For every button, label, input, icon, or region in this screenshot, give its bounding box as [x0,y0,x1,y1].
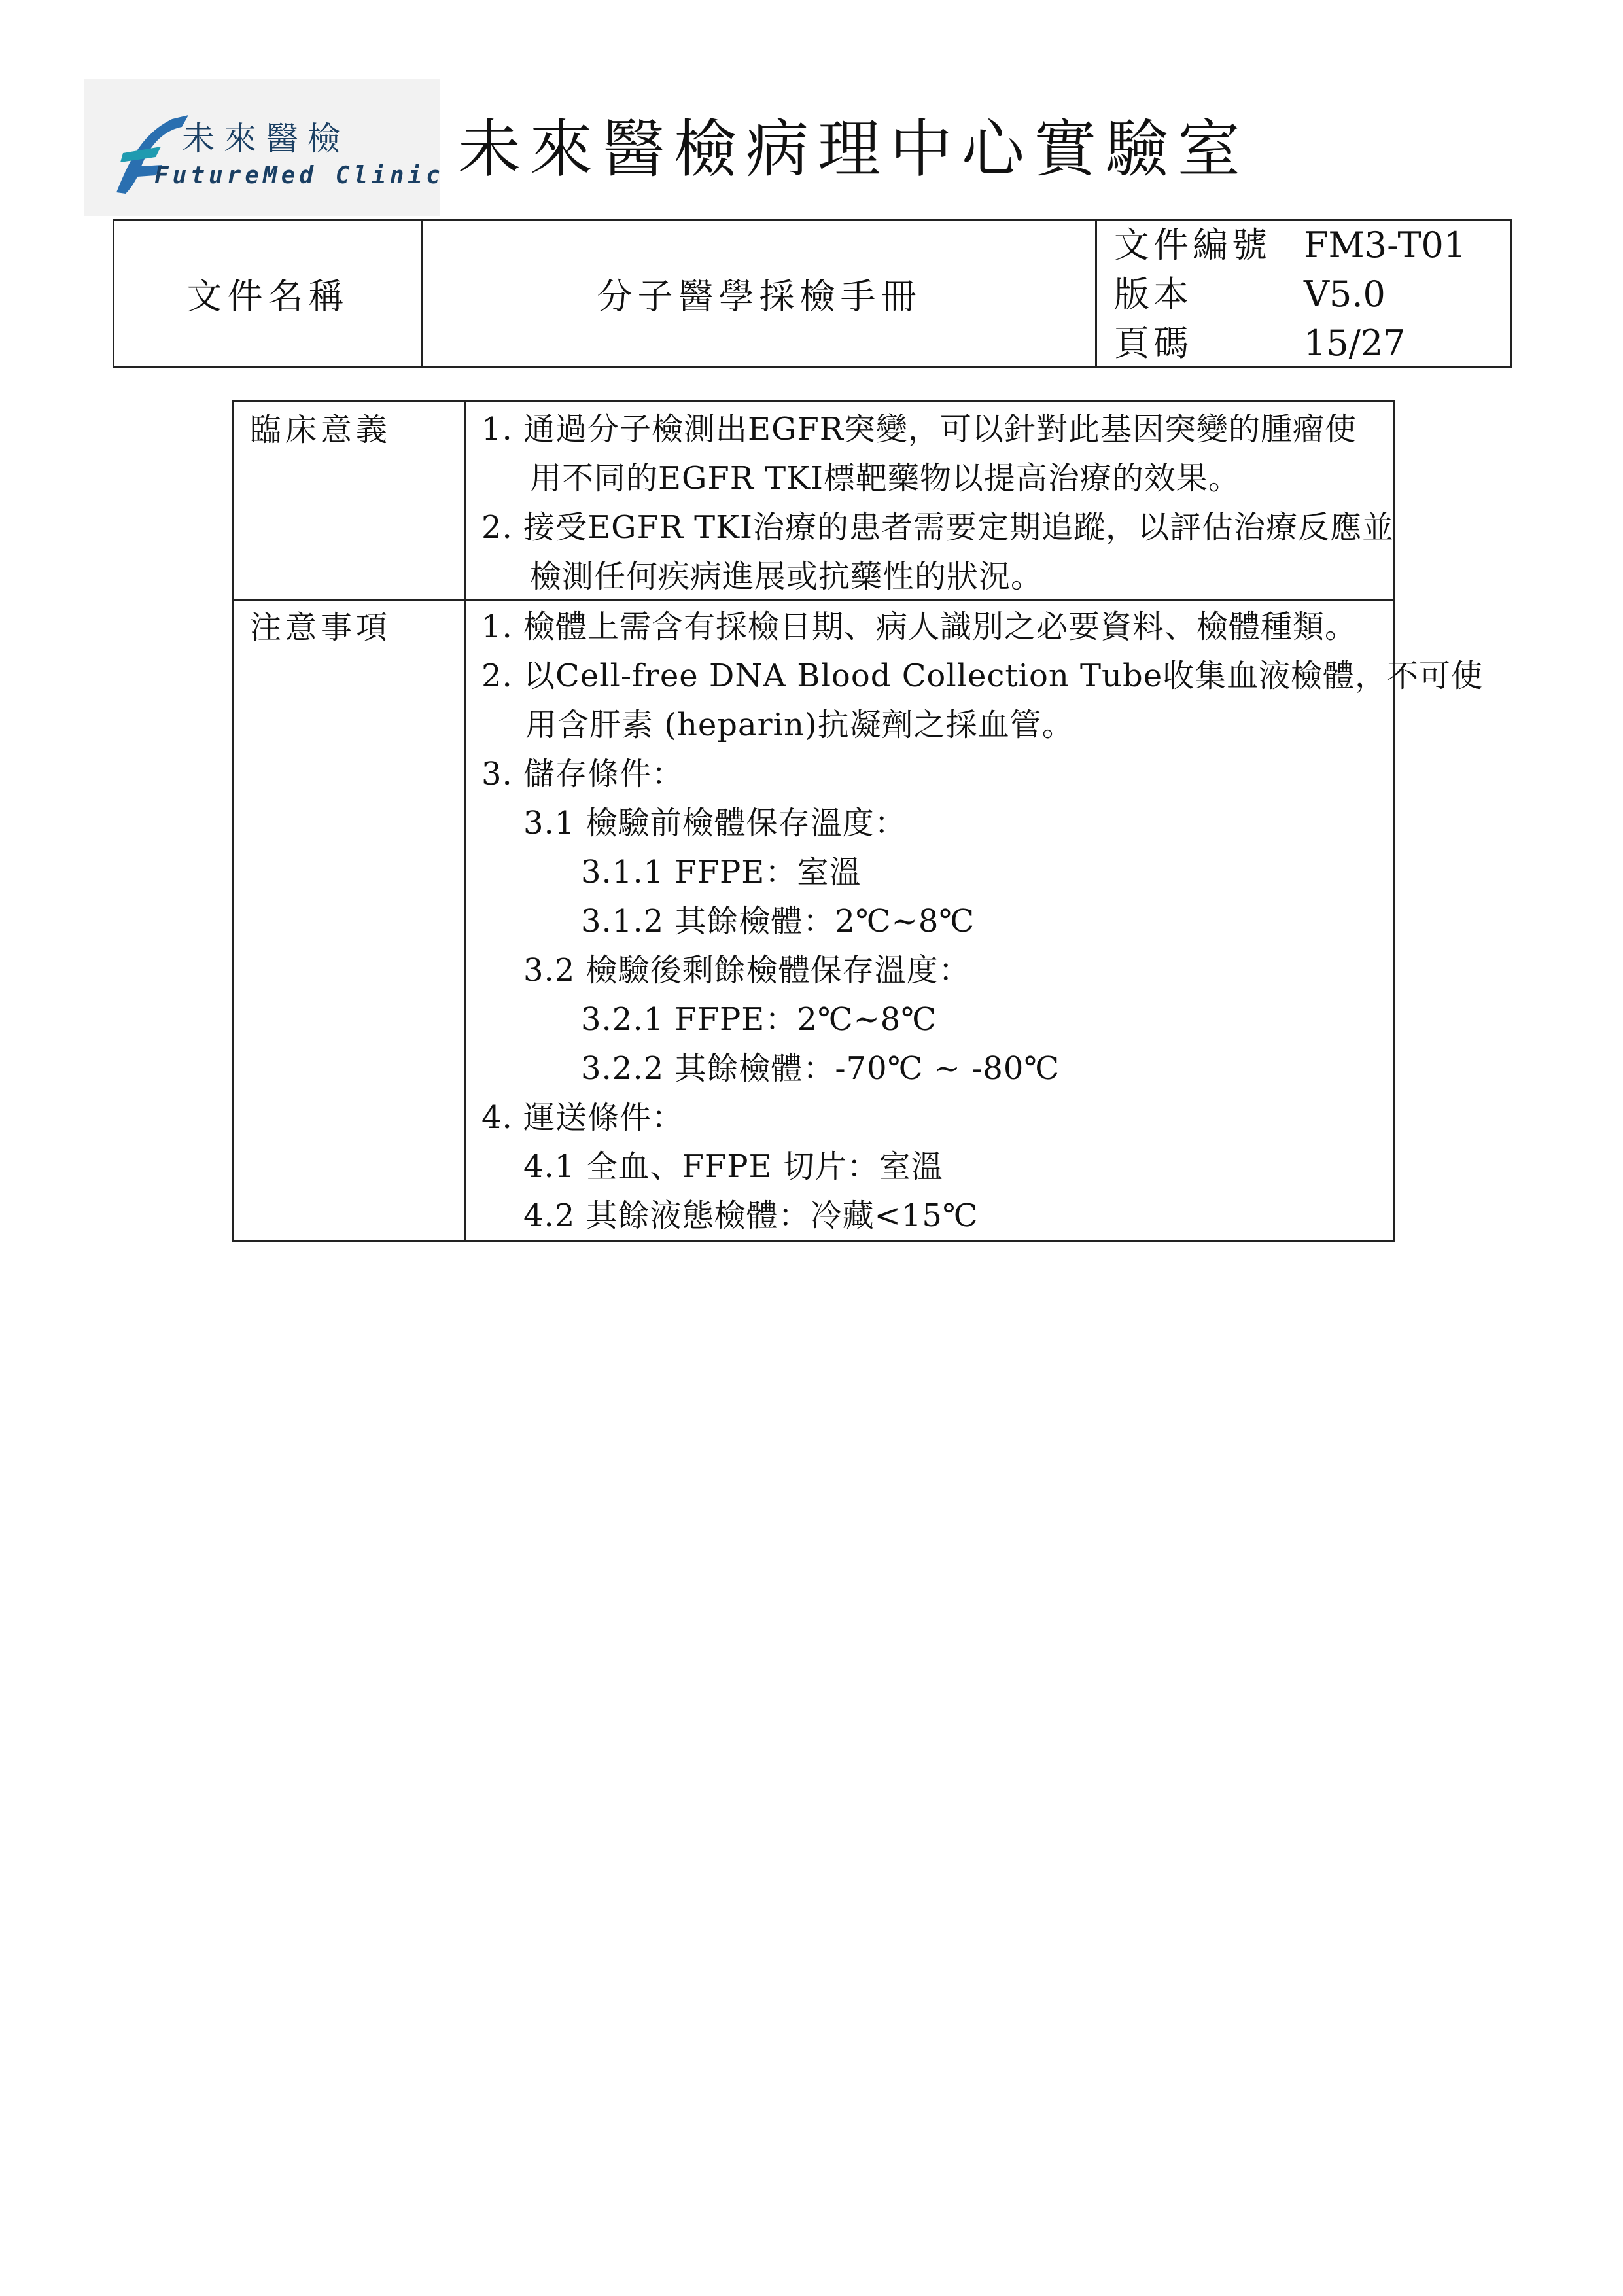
precaution-line: 4.2 其餘液態檢體：冷藏<15℃ [523,1197,979,1234]
document-meta-cell [1097,221,1510,366]
precaution-line: 3.1.1 FFPE：室溫 [581,854,862,891]
precaution-line: 3.2.2 其餘檢體：-70℃ ~ -80℃ [581,1050,1060,1087]
version-row [1114,274,1386,315]
version-label: 版本 [1114,274,1193,315]
page-number-row [1114,323,1406,364]
clinical-line: 檢測任何疾病進展或抗藥性的狀況。 [530,558,1043,595]
clinical-line: 用不同的EGFR TKI標靶藥物以提高治療的效果。 [530,460,1240,497]
document-name-value-cell [423,221,1097,366]
document-name-label: 文件名稱 [186,275,349,317]
clinical-line: 1. 通過分子檢測出EGFR突變，可以針對此基因突變的腫瘤使 [481,411,1357,448]
document-number-row [1114,224,1467,266]
column-divider [464,402,466,1240]
precaution-line: 3.1 檢驗前檢體保存溫度： [523,805,907,841]
precaution-line: 3.2 檢驗後剩餘檢體保存溫度： [523,952,971,989]
version-value: V5.0 [1304,274,1386,315]
precaution-line: 1. 檢體上需含有採檢日期、病人識別之必要資料、檢體種類。 [481,609,1357,645]
precaution-line: 3. 儲存條件： [481,756,684,792]
row-divider [234,599,1393,601]
logo-english-name: FutureMed Clinic [154,162,444,189]
clinical-line: 2. 接受EGFR TKI治療的患者需要定期追蹤，以評估治療反應並 [481,509,1394,546]
precaution-line: 用含肝素 (heparin)抗凝劑之採血管。 [525,707,1074,743]
organization-title: 未來醫檢病理中心實驗室 [458,113,1249,186]
document-number-value: FM3-T01 [1304,224,1467,266]
page-number-value: 15/27 [1304,323,1406,364]
precaution-line: 2. 以Cell-free DNA Blood Collection Tube收集血液檢體，不可使 [481,658,1484,694]
clinical-significance-label: 臨床意義 [250,412,392,448]
precaution-line: 4. 運送條件： [481,1099,684,1136]
logo-chinese-name: 未來醫檢 [182,120,349,158]
page-number-label: 頁碼 [1114,323,1193,364]
document-name-value: 分子醫學採檢手冊 [597,275,922,317]
document-name-label-cell [114,221,423,366]
document-number-label: 文件編號 [1114,224,1271,266]
document-info-table [113,219,1512,368]
specimen-info-table [232,400,1484,1242]
logo [84,79,444,216]
precaution-line: 3.2.1 FFPE：2℃~8℃ [581,1001,937,1038]
precaution-line: 4.1 全血、FFPE 切片：室溫 [523,1148,943,1185]
precaution-line: 3.1.2 其餘檢體：2℃~8℃ [581,903,975,940]
precautions-label: 注意事項 [250,609,392,646]
